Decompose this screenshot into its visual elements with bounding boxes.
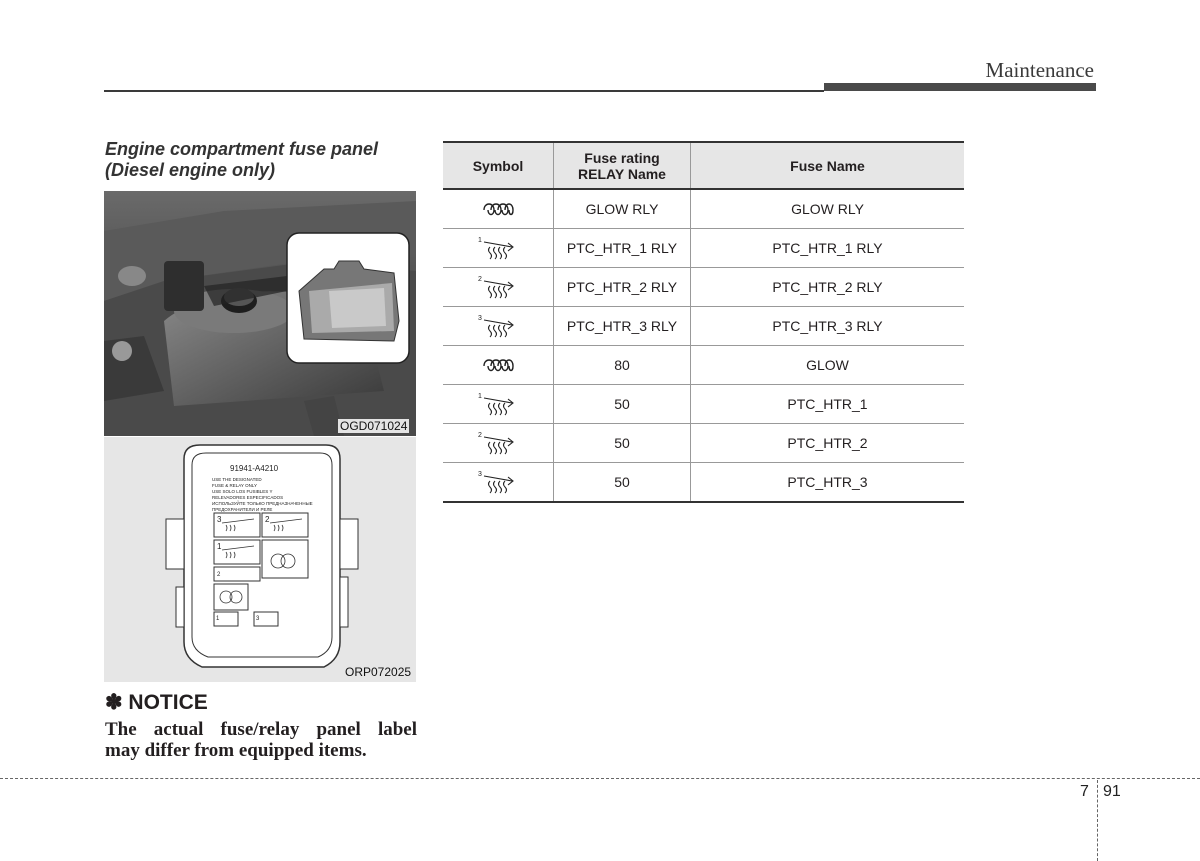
fuse-rating-cell: 80 (554, 346, 691, 385)
ptc-heater-icon (478, 391, 518, 417)
fuse-name-cell: PTC_HTR_1 (691, 385, 965, 424)
engine-illustration (104, 191, 416, 436)
column-header-rating-line1: Fuse rating (584, 149, 660, 166)
fuse-label-text-line: USE SOLO LOS FUSIBLES Y (212, 489, 273, 494)
page-header-title: Maintenance (985, 58, 1094, 82)
svg-text:3: 3 (478, 471, 482, 478)
fuse-name-cell: GLOW (691, 346, 965, 385)
fuse-name-cell: PTC_HTR_1 RLY (691, 229, 965, 268)
fuse-rating-cell: PTC_HTR_1 RLY (554, 229, 691, 268)
svg-text:3: 3 (256, 616, 260, 622)
ptc-heater-icon (478, 235, 518, 261)
photo-code-label: ORP072025 (345, 665, 412, 679)
header-bar (824, 83, 1096, 91)
ptc-heater-icon (478, 274, 518, 300)
table-header-row (443, 142, 964, 189)
glow-coil-icon (481, 354, 515, 376)
fuse-label-part-number: 91941-A4210 (230, 464, 279, 473)
svg-text:1: 1 (478, 237, 482, 244)
fuse-label-text-line: FUSE & RELAY ONLY (212, 483, 258, 488)
table-row (443, 268, 964, 307)
fuse-rating-cell: 50 (554, 385, 691, 424)
page-chapter-number: 7 (1080, 783, 1089, 800)
table-row (443, 229, 964, 268)
fuse-label-text-line: USE THE DESIGNATED (212, 477, 262, 482)
symbol-cell (443, 229, 554, 268)
table-row (443, 307, 964, 346)
table-row (443, 346, 964, 385)
fuse-label-text-line: ИСПОЛЬЗУЙТЕ ТОЛЬКО ПРЕДНАЗНАЧЕННЫЕ (212, 501, 313, 506)
svg-text:2: 2 (478, 432, 482, 439)
svg-text:1: 1 (216, 616, 220, 622)
section-title-line2: (Diesel engine only) (105, 160, 276, 180)
ptc-heater-icon (478, 469, 518, 495)
symbol-cell (443, 463, 554, 503)
fuse-name-cell: PTC_HTR_3 RLY (691, 307, 965, 346)
glow-coil-icon (481, 198, 515, 220)
column-header-symbol: Symbol (443, 142, 554, 189)
symbol-cell (443, 189, 554, 229)
symbol-cell (443, 424, 554, 463)
svg-text:3: 3 (217, 515, 222, 524)
column-header-rating (554, 142, 691, 189)
notice-text-line: may differ from equipped items. (105, 740, 367, 761)
fuse-name-cell: PTC_HTR_2 RLY (691, 268, 965, 307)
fuse-panel-diagram (104, 437, 416, 682)
footer-divider (0, 778, 1200, 779)
ptc-heater-icon (478, 430, 518, 456)
notice-text (105, 719, 417, 761)
symbol-cell (443, 307, 554, 346)
fuse-name-cell: PTC_HTR_3 (691, 463, 965, 503)
footer-vertical-divider (1097, 780, 1098, 861)
fuse-rating-cell: PTC_HTR_2 RLY (554, 268, 691, 307)
header-rule (104, 90, 824, 92)
fuse-name-cell: PTC_HTR_2 (691, 424, 965, 463)
table-row (443, 424, 964, 463)
symbol-cell (443, 346, 554, 385)
fuse-rating-cell: GLOW RLY (554, 189, 691, 229)
fuse-label-text-line: RELEVADORES ESPECIFICADOS (212, 495, 284, 500)
fuse-rating-cell: PTC_HTR_3 RLY (554, 307, 691, 346)
column-header-fuse-name: Fuse Name (691, 142, 965, 189)
photo-code-label: OGD071024 (340, 419, 408, 433)
engine-compartment-photo (104, 191, 416, 436)
section-title (105, 139, 425, 181)
svg-text:1: 1 (217, 542, 222, 551)
fuse-panel-illustration (104, 437, 416, 682)
notice-text-line: The actual fuse/relay panel label (105, 719, 417, 740)
column-header-rating-line2: RELAY Name (578, 165, 666, 182)
svg-text:2: 2 (478, 276, 482, 283)
fuse-rating-cell: 50 (554, 424, 691, 463)
fuse-name-cell: GLOW RLY (691, 189, 965, 229)
svg-text:2: 2 (265, 515, 270, 524)
fuse-table (443, 141, 964, 503)
ptc-heater-icon (478, 313, 518, 339)
fuse-label-text-line: ПРЕДОХРАНИТЕЛИ И РЕЛЕ (212, 507, 273, 512)
page-number: 91 (1103, 783, 1121, 800)
svg-text:2: 2 (217, 572, 221, 578)
symbol-cell (443, 385, 554, 424)
table-row (443, 463, 964, 503)
svg-text:3: 3 (478, 315, 482, 322)
notice-title: ✽ NOTICE (105, 691, 208, 714)
section-title-line1: Engine compartment fuse panel (105, 139, 379, 159)
table-row (443, 385, 964, 424)
fuse-rating-cell: 50 (554, 463, 691, 503)
table-row (443, 189, 964, 229)
svg-text:1: 1 (478, 393, 482, 400)
symbol-cell (443, 268, 554, 307)
